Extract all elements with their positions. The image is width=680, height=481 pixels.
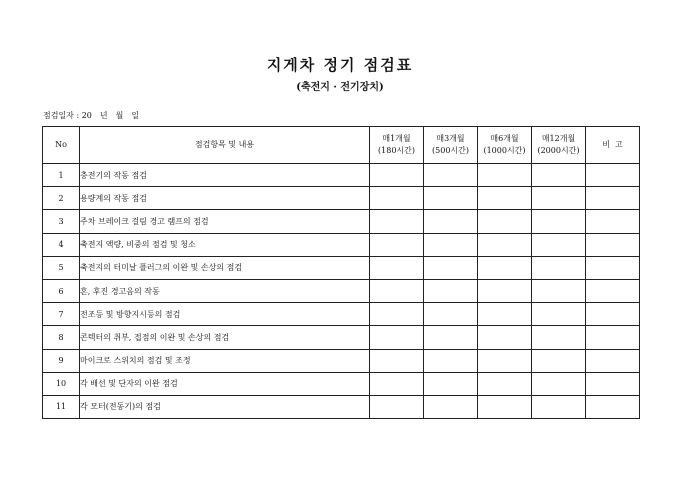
check-1-month[interactable] (370, 279, 424, 302)
column-header-item: 점검항목 및 내용 (80, 127, 370, 164)
check-12-month[interactable] (532, 279, 586, 302)
check-6-month[interactable] (478, 210, 532, 233)
table-row (43, 372, 640, 395)
inspection-date-year-label: 년 (99, 111, 108, 120)
row-number: 9 (43, 349, 80, 372)
check-3-month[interactable] (424, 210, 478, 233)
check-3-month[interactable] (424, 349, 478, 372)
check-6-month[interactable] (478, 256, 532, 279)
check-6-month[interactable] (478, 279, 532, 302)
check-12-month[interactable] (532, 372, 586, 395)
check-12-month[interactable] (532, 395, 586, 418)
period-6-label: 매6개월 (490, 134, 519, 143)
table-header-row (43, 127, 640, 164)
remarks-cell[interactable] (586, 256, 640, 279)
row-number: 8 (43, 326, 80, 349)
row-number: 11 (43, 395, 80, 418)
table-row (43, 303, 640, 326)
row-number: 5 (43, 256, 80, 279)
row-number: 7 (43, 303, 80, 326)
period-12-hours: (2000시간) (537, 146, 580, 155)
check-1-month[interactable] (370, 164, 424, 187)
remarks-cell[interactable] (586, 233, 640, 256)
inspection-item: 용량계의 작동 점검 (80, 187, 370, 210)
remarks-cell[interactable] (586, 349, 640, 372)
check-1-month[interactable] (370, 233, 424, 256)
period-1-hours: (180시간) (378, 146, 415, 155)
inspection-date-day-label: 일 (131, 111, 140, 120)
period-3-hours: (500시간) (432, 146, 469, 155)
check-12-month[interactable] (532, 210, 586, 233)
inspection-item: 축전지의 터미날 플러그의 이완 및 손상의 점검 (80, 256, 370, 279)
remarks-cell[interactable] (586, 279, 640, 302)
check-12-month[interactable] (532, 187, 586, 210)
column-header-remarks: 비 고 (586, 127, 640, 164)
inspection-date-label: 점검일자 : 20 (43, 111, 92, 120)
check-6-month[interactable] (478, 395, 532, 418)
inspection-item: 주차 브레이크 걸림 경고 램프의 점검 (80, 210, 370, 233)
check-12-month[interactable] (532, 303, 586, 326)
check-3-month[interactable] (424, 372, 478, 395)
inspection-item: 충전기의 작동 점검 (80, 164, 370, 187)
column-header-period-1 (370, 127, 424, 164)
check-1-month[interactable] (370, 395, 424, 418)
check-1-month[interactable] (370, 372, 424, 395)
check-3-month[interactable] (424, 256, 478, 279)
column-header-period-3 (424, 127, 478, 164)
check-3-month[interactable] (424, 303, 478, 326)
remarks-cell[interactable] (586, 210, 640, 233)
period-3-label: 매3개월 (436, 134, 465, 143)
check-6-month[interactable] (478, 233, 532, 256)
check-3-month[interactable] (424, 164, 478, 187)
inspection-item: 축전지 액량, 비중의 점검 및 청소 (80, 233, 370, 256)
row-number: 3 (43, 210, 80, 233)
inspection-item: 콘텍터의 취부, 접점의 이완 및 손상의 점검 (80, 326, 370, 349)
check-6-month[interactable] (478, 187, 532, 210)
check-1-month[interactable] (370, 326, 424, 349)
document-subtitle: (축전지 · 전기장치) (296, 82, 384, 93)
period-1-label: 매1개월 (382, 134, 411, 143)
check-1-month[interactable] (370, 210, 424, 233)
check-12-month[interactable] (532, 233, 586, 256)
inspection-date-month-label: 월 (115, 111, 124, 120)
table-row (43, 349, 640, 372)
check-1-month[interactable] (370, 349, 424, 372)
remarks-cell[interactable] (586, 372, 640, 395)
remarks-cell[interactable] (586, 395, 640, 418)
remarks-cell[interactable] (586, 164, 640, 187)
column-header-period-6 (478, 127, 532, 164)
row-number: 6 (43, 279, 80, 302)
column-header-period-12 (532, 127, 586, 164)
check-3-month[interactable] (424, 233, 478, 256)
table-row (43, 326, 640, 349)
inspection-item: 마이크로 스위치의 점검 및 조정 (80, 349, 370, 372)
check-3-month[interactable] (424, 395, 478, 418)
period-6-hours: (1000시간) (483, 146, 526, 155)
table-row (43, 210, 640, 233)
check-3-month[interactable] (424, 279, 478, 302)
row-number: 10 (43, 372, 80, 395)
remarks-cell[interactable] (586, 303, 640, 326)
check-6-month[interactable] (478, 164, 532, 187)
column-header-no: No (43, 127, 80, 164)
inspection-date-line (43, 110, 147, 121)
document-title: 지게차 정기 점검표 (266, 56, 414, 74)
row-number: 4 (43, 233, 80, 256)
check-3-month[interactable] (424, 187, 478, 210)
check-12-month[interactable] (532, 164, 586, 187)
table-row (43, 164, 640, 187)
check-6-month[interactable] (478, 303, 532, 326)
inspection-item: 혼, 후진 경고음의 작동 (80, 279, 370, 302)
check-6-month[interactable] (478, 349, 532, 372)
check-12-month[interactable] (532, 256, 586, 279)
inspection-table (42, 126, 640, 419)
remarks-cell[interactable] (586, 326, 640, 349)
table-row (43, 256, 640, 279)
check-12-month[interactable] (532, 326, 586, 349)
period-12-label: 매12개월 (541, 134, 576, 143)
table-row (43, 187, 640, 210)
remarks-cell[interactable] (586, 187, 640, 210)
check-3-month[interactable] (424, 326, 478, 349)
table-row (43, 395, 640, 418)
inspection-item: 각 모터(전동기)의 점검 (80, 395, 370, 418)
row-number: 1 (43, 164, 80, 187)
check-6-month[interactable] (478, 326, 532, 349)
check-1-month[interactable] (370, 256, 424, 279)
inspection-item: 전조등 및 방향지시등의 점검 (80, 303, 370, 326)
check-6-month[interactable] (478, 372, 532, 395)
check-1-month[interactable] (370, 187, 424, 210)
table-row (43, 233, 640, 256)
table-row (43, 279, 640, 302)
row-number: 2 (43, 187, 80, 210)
check-12-month[interactable] (532, 349, 586, 372)
inspection-item: 각 배선 및 단자의 이완 점검 (80, 372, 370, 395)
check-1-month[interactable] (370, 303, 424, 326)
